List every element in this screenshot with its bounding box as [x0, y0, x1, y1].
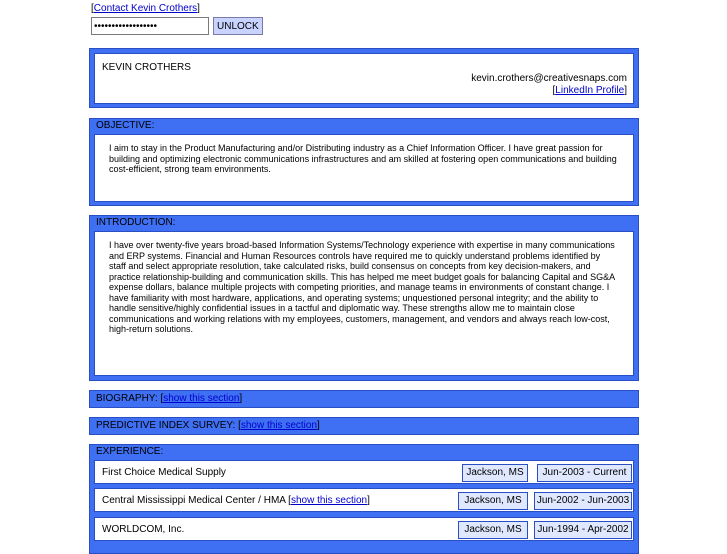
pis-header: PREDICTIVE INDEX SURVEY: [show this section] — [96, 420, 320, 431]
objective-header: OBJECTIVE: — [96, 120, 155, 131]
biography-title: BIOGRAPHY: — [96, 393, 158, 404]
experience-company: WORLDCOM, Inc. — [102, 524, 185, 535]
password-input[interactable] — [91, 17, 209, 35]
objective-panel — [89, 118, 639, 206]
experience-dates: Jun-1994 - Apr-2002 — [534, 521, 632, 539]
contact-bar — [91, 3, 200, 14]
introduction-text: I have over twenty-five years broad-based Information Systems/Technology experience with expertise in many communications and ERP systems. Financial and Human Resources controls have required me to quickly understand problems identified by staff and select appropriate resolution, take calculated risks, build consensus on concepts from key decision-makers, and practice relationship-building and communication skills. This has helped me meet budget goals for balancing Capital and SG&A expense dollars, balance multiple projects with competing priorities, and manage teams in environments of constant change. I have familiarity with most hardware, applications, and operating systems; unquestioned personal integrity; and the ability to handle sensitive/highly confidential issues in a tactful and diplomatic way. These strengths allow me to maintain close communications and working relations with my employees, customers, management, and vendors and always reach low-cost, high-return solutions. — [109, 240, 615, 334]
name-panel — [89, 48, 639, 108]
experience-dates: Jun-2002 - Jun-2003 — [534, 492, 632, 510]
linkedin-link[interactable]: LinkedIn Profile — [555, 85, 625, 96]
introduction-header: INTRODUCTION: — [96, 217, 176, 228]
person-name: KEVIN CROTHERS — [102, 62, 191, 73]
pis-show-link[interactable]: show this section — [240, 420, 318, 431]
name-card — [94, 53, 634, 104]
introduction-card — [94, 231, 634, 376]
unlock-form — [91, 17, 263, 35]
experience-row — [94, 517, 634, 541]
unlock-button[interactable]: UNLOCK — [213, 17, 263, 35]
bracket-open: [ — [91, 3, 94, 14]
objective-card — [94, 134, 634, 202]
objective-text: I aim to stay in the Product Manufacturing and/or Distributing industry as a Chief Information Officer. I have great passion for building and optimizing electronic communications infrastructures and am skilled at fostering open communications and building cost-efficient, strong team environments. — [109, 143, 617, 174]
experience-company: Central Mississippi Medical Center / HMA — [102, 495, 286, 506]
experience-company-line: Central Mississippi Medical Center / HMA [show this section] — [102, 495, 370, 506]
experience-show-link[interactable]: show this section — [290, 495, 368, 506]
experience-dates: Jun-2003 - Current — [537, 464, 632, 482]
experience-location: Jackson, MS — [458, 521, 528, 539]
biography-header: BIOGRAPHY: [show this section] — [96, 393, 243, 404]
experience-panel — [89, 444, 639, 554]
experience-row — [94, 460, 634, 484]
experience-location: Jackson, MS — [462, 464, 528, 482]
experience-header: EXPERIENCE: — [96, 446, 164, 457]
pis-panel — [89, 417, 639, 435]
experience-location: Jackson, MS — [458, 492, 528, 510]
contact-link[interactable]: Contact Kevin Crothers — [93, 3, 198, 14]
biography-panel — [89, 390, 639, 408]
introduction-panel — [89, 215, 639, 381]
pis-title: PREDICTIVE INDEX SURVEY: — [96, 420, 236, 431]
experience-row — [94, 488, 634, 512]
linkedin-row: [LinkedIn Profile] — [552, 85, 627, 96]
person-email: kevin.crothers@creativesnaps.com — [471, 73, 627, 84]
experience-company: First Choice Medical Supply — [102, 467, 226, 478]
biography-show-link[interactable]: show this section — [163, 393, 240, 404]
bracket-close: ] — [197, 3, 200, 14]
